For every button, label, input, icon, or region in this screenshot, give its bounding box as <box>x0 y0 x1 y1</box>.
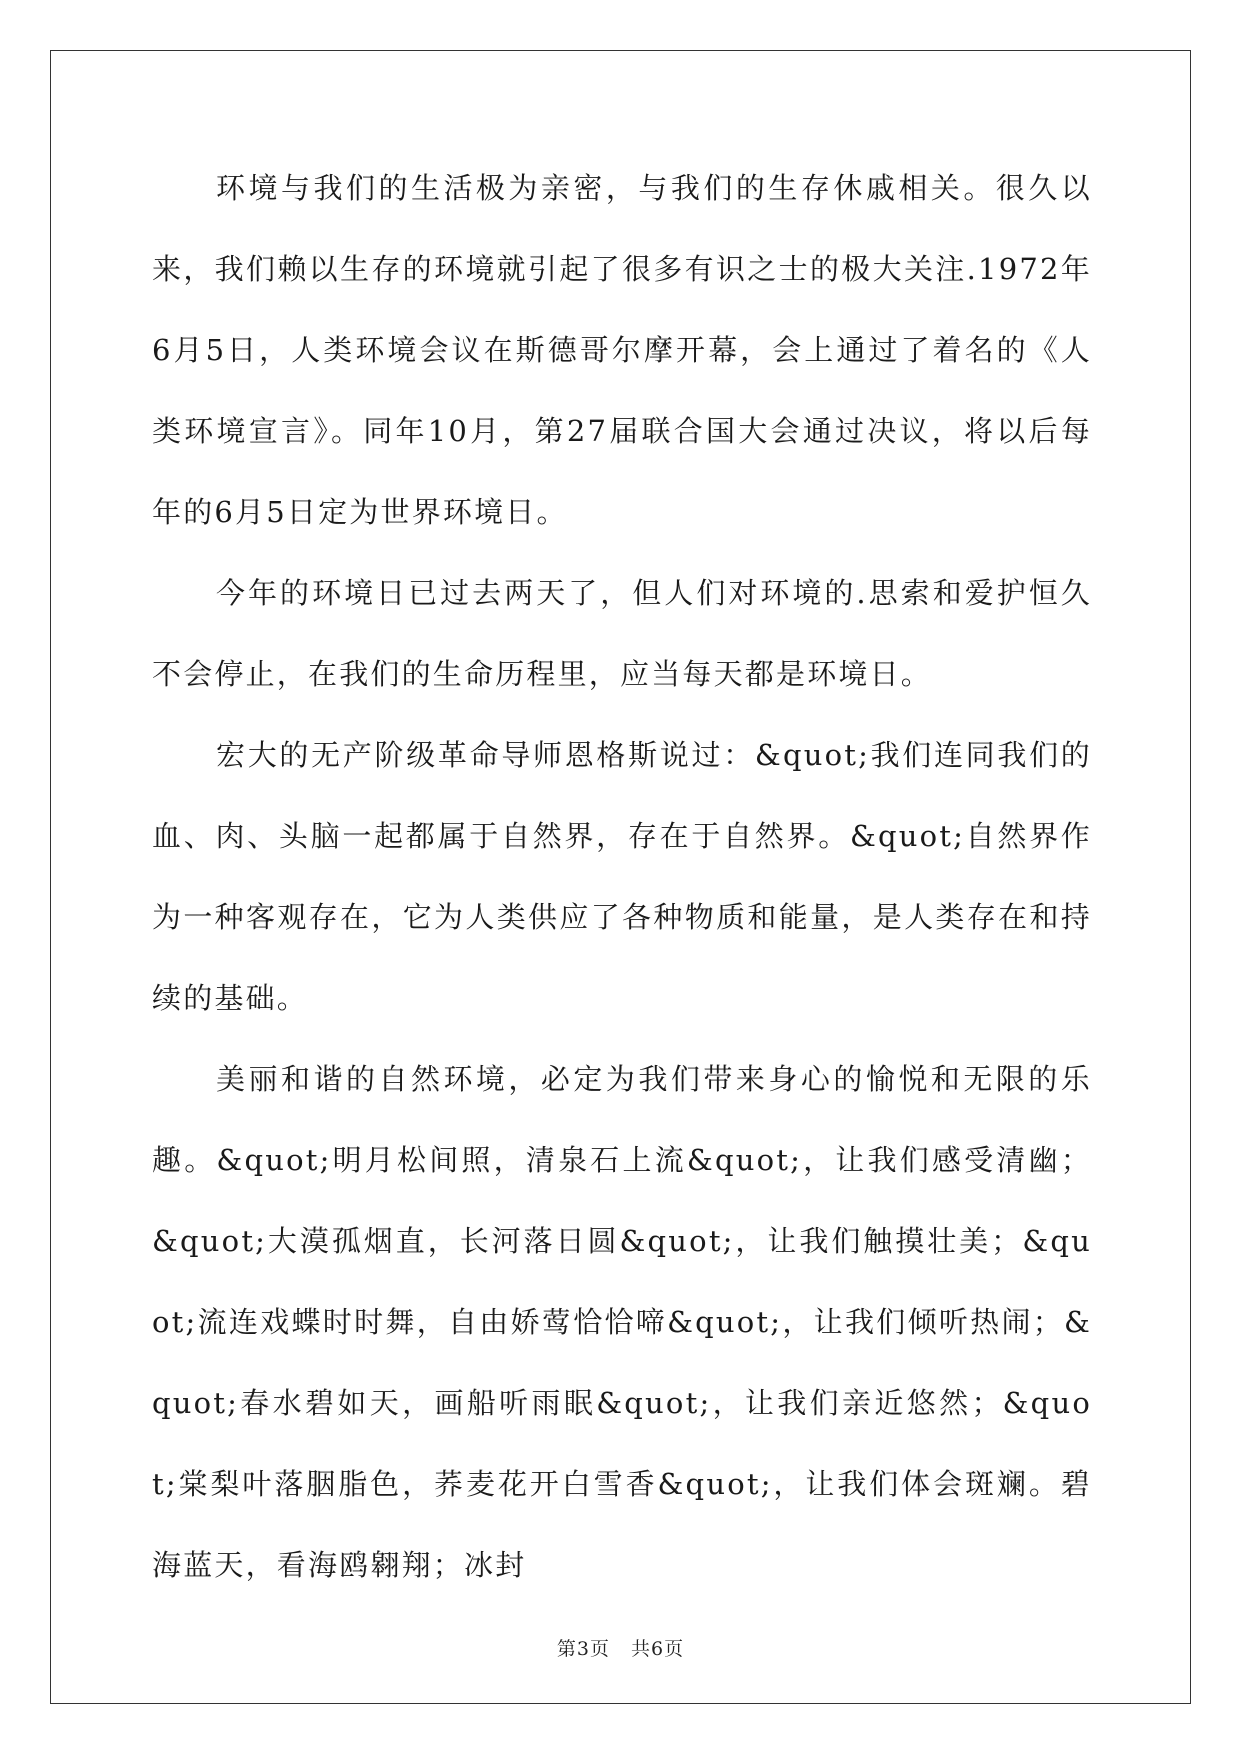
paragraph-3: 宏大的无产阶级革命导师恩格斯说过：&quot;我们连同我们的血、肉、头脑一起都属于自然界，存在于自然界。&quot;自然界作为一种客观存在，它为人类供应了各种物质和能量，是人类存在和持续的基础。 <box>152 738 1092 1015</box>
page-footer <box>0 1634 1241 1661</box>
page-total: 共6页 <box>631 1638 685 1660</box>
page-number: 第3页 <box>556 1638 610 1660</box>
paragraph-2: 今年的环境日已过去两天了，但人们对环境的.思索和爱护恒久不会停止，在我们的生命历程里，应当每天都是环境日。 <box>152 576 1092 691</box>
document-body <box>152 148 1092 1606</box>
paragraph-4: 美丽和谐的自然环境，必定为我们带来身心的愉悦和无限的乐趣。&quot;明月松间照，清泉石上流&quot;，让我们感受清幽；&quot;大漠孤烟直，长河落日圆&quot;，让我们触摸壮美；&quot;流连戏蝶时时舞，自由娇莺恰恰啼&quot;，让我们倾听热闹；&quot;春水碧如天，画船听雨眠&quot;，让我们亲近悠然；&quot;棠梨叶落胭脂色，荞麦花开白雪香&quot;，让我们体会斑斓。碧海蓝天，看海鸥翱翔；冰封 <box>152 1062 1092 1582</box>
paragraph-1: 环境与我们的生活极为亲密，与我们的生存休戚相关。很久以来，我们赖以生存的环境就引起了很多有识之士的极大关注.1972年6月5日，人类环境会议在斯德哥尔摩开幕，会上通过了着名的《人类环境宣言》。同年10月，第27届联合国大会通过决议，将以后每年的6月5日定为世界环境日。 <box>152 171 1092 529</box>
